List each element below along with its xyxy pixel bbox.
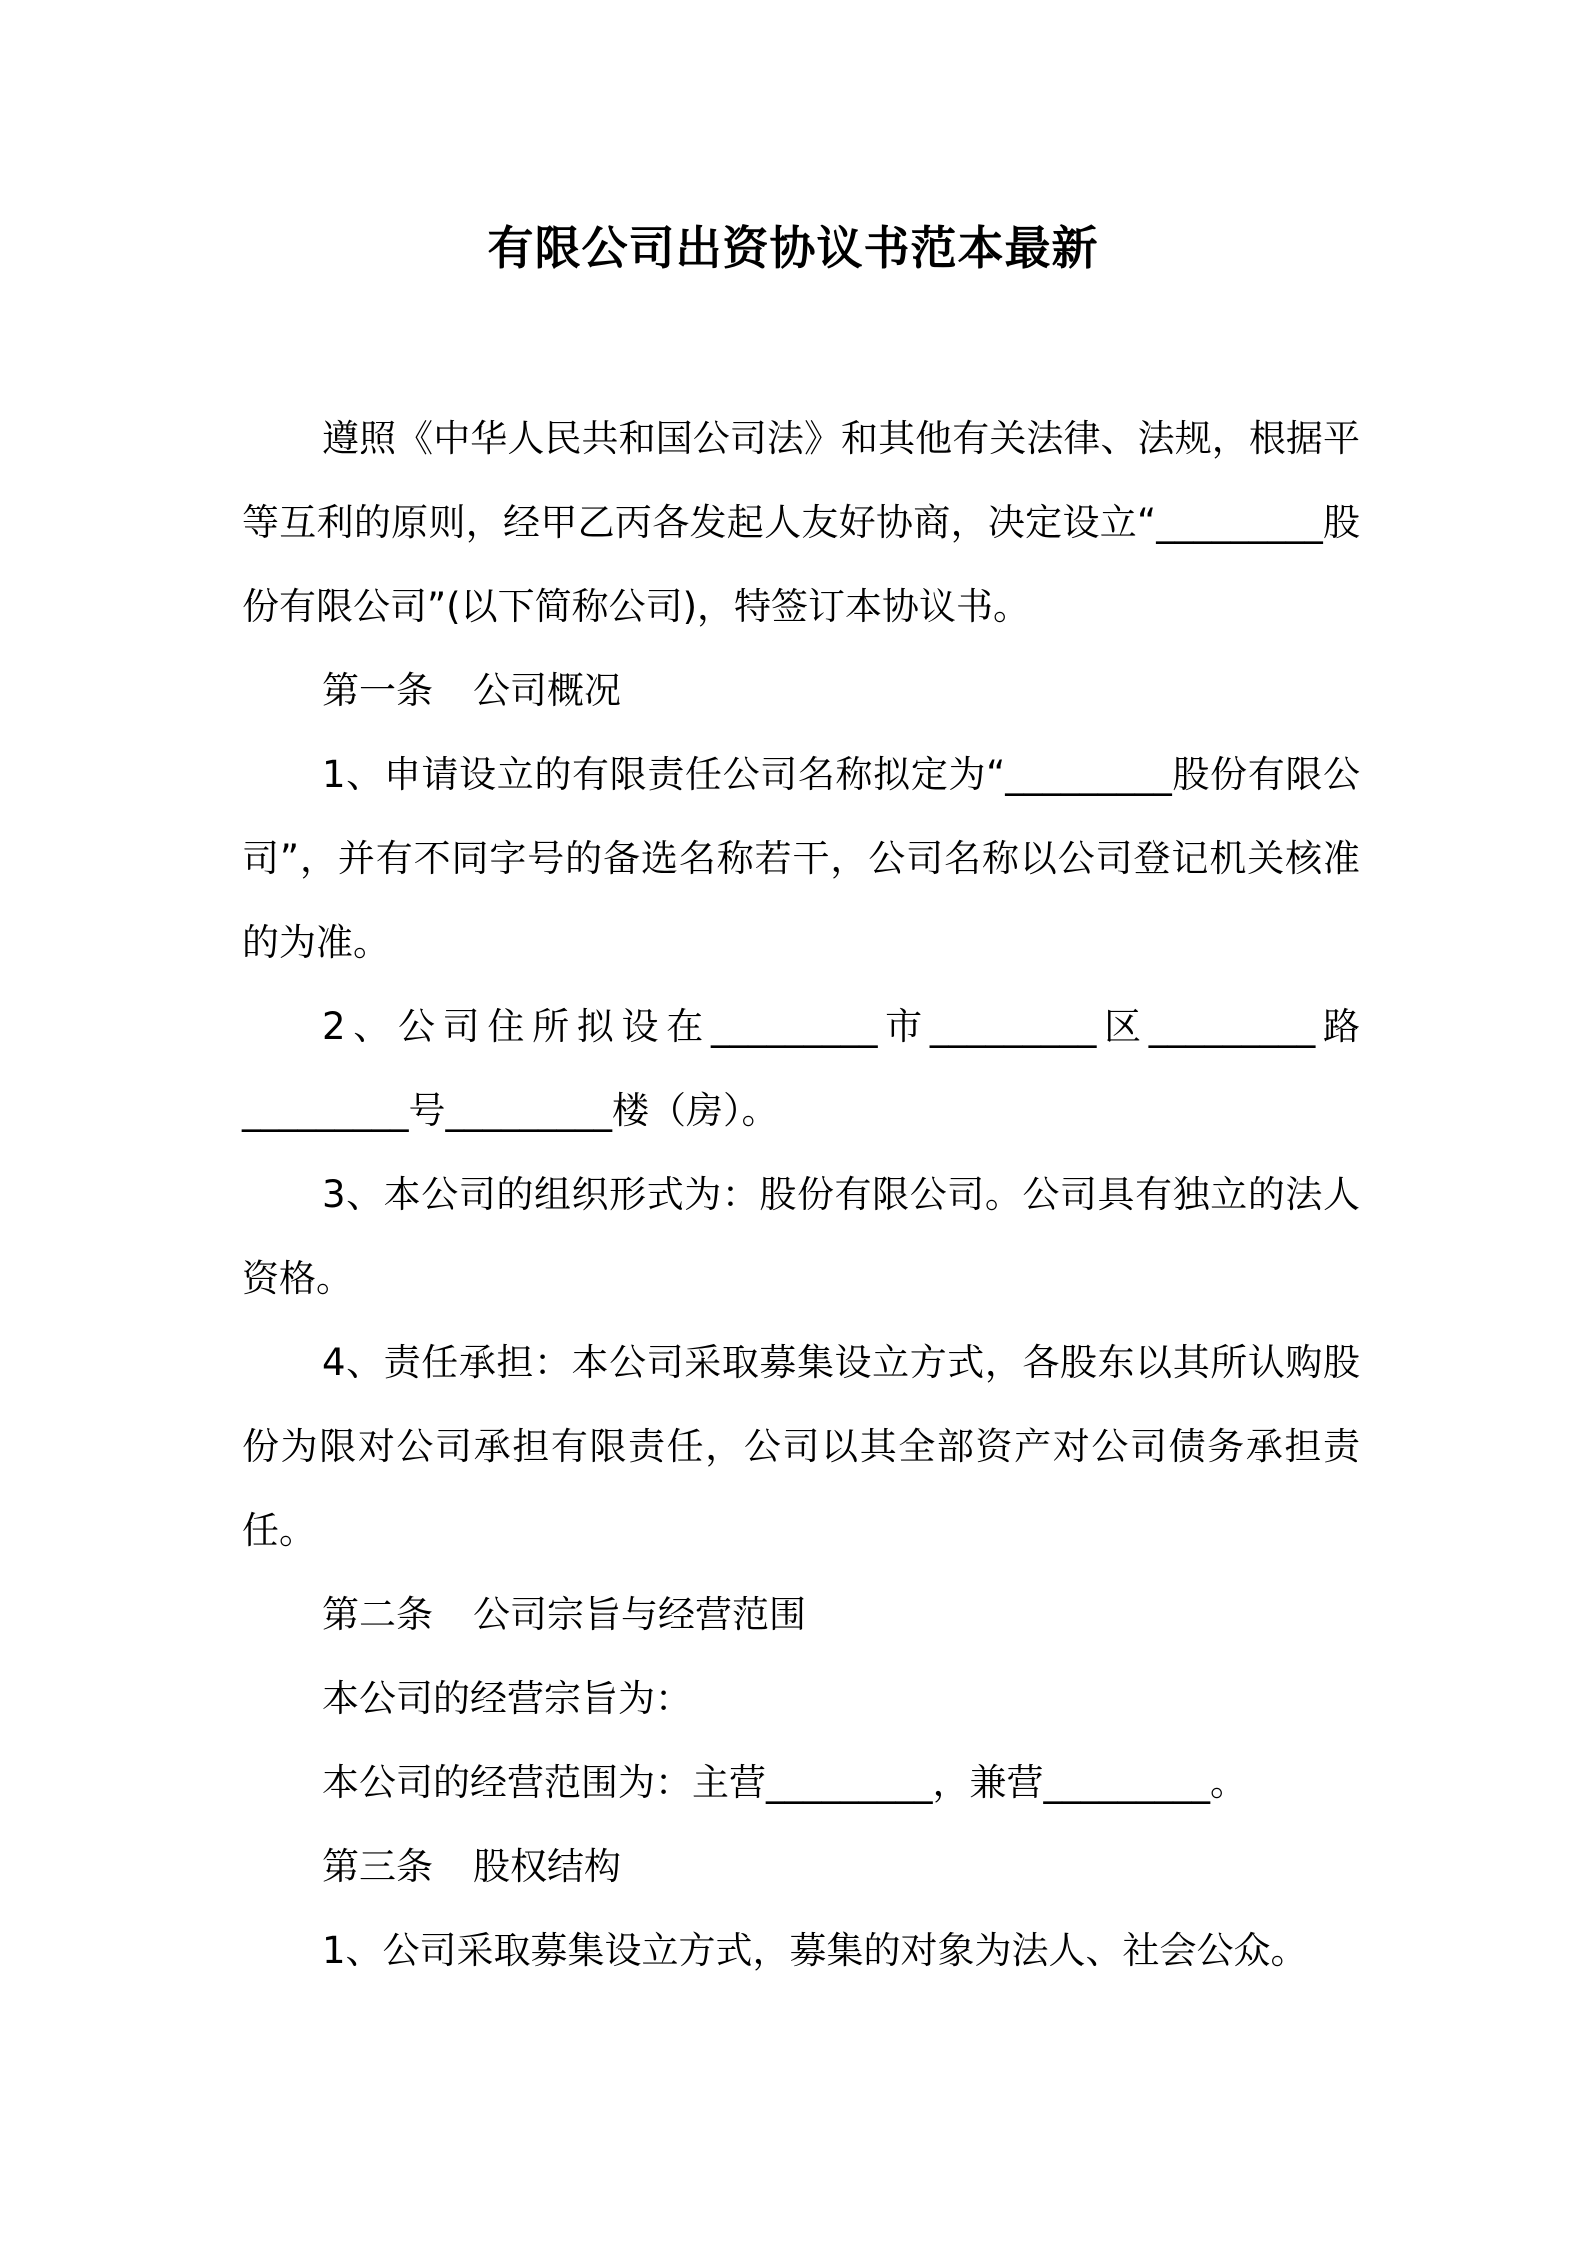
article-1-number: 第一条 — [322, 669, 433, 712]
intro-paragraph: 遵照《中华人民共和国公司法》和其他有关法律、法规，根据平等互利的原则，经甲乙丙各发起人友好协商，决定设立“_________股份有限公司”(以下简称公司)，特签订本协议书。 — [242, 417, 1360, 628]
article-1-item-2: 2、公司住所拟设在_________市_________区_________路_________号_________楼（房）。 — [242, 1005, 1360, 1132]
article-2-purpose: 本公司的经营宗旨为： — [322, 1677, 692, 1720]
article-2-scope: 本公司的经营范围为：主营_________，兼营_________。 — [322, 1761, 1247, 1804]
article-1-item-4: 4、责任承担：本公司采取募集设立方式，各股东以其所认购股份为限对公司承担有限责任，公司以其全部资产对公司债务承担责任。 — [242, 1341, 1360, 1552]
article-3-heading — [242, 1825, 1360, 1909]
article-3-item-1: 1、公司采取募集设立方式，募集的对象为法人、社会公众。 — [322, 1929, 1308, 1972]
article-3-title: 股权结构 — [473, 1845, 621, 1888]
article-1-title: 公司概况 — [473, 669, 621, 712]
article-1-item-3: 3、本公司的组织形式为：股份有限公司。公司具有独立的法人资格。 — [242, 1173, 1360, 1300]
document-body — [242, 397, 1360, 1993]
article-2-number: 第二条 — [322, 1593, 433, 1636]
article-1-item-1: 1、申请设立的有限责任公司名称拟定为“_________股份有限公司”，并有不同字号的备选名称若干，公司名称以公司登记机关核准的为准。 — [242, 753, 1360, 964]
article-2-heading — [242, 1573, 1360, 1657]
article-1-heading — [242, 649, 1360, 733]
document-title: 有限公司出资协议书范本最新 — [487, 221, 1099, 275]
article-2-title: 公司宗旨与经营范围 — [473, 1593, 806, 1636]
article-3-number: 第三条 — [322, 1845, 433, 1888]
